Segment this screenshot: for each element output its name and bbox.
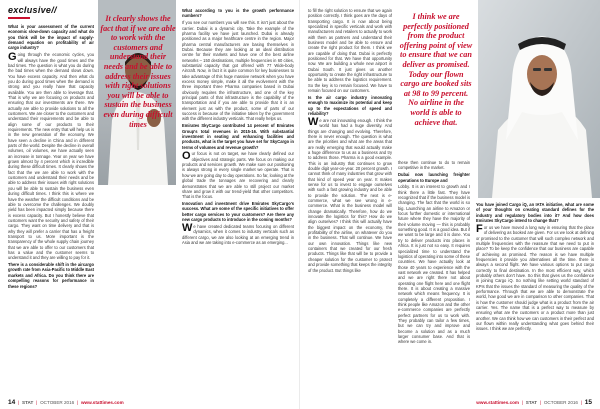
paragraph-text: You have joined Cargo iQ, an IATA initiative, what are some of your thoughts on creating standard defines for the industry and regulatory bodies into it? And how does Emirates SkyCargo intend to change that? <box>476 202 594 224</box>
separator: | <box>36 400 38 405</box>
answer-paragraph <box>398 160 470 171</box>
paragraph-text: to fill the right solution to ensure that we again position correctly. I think goes are the days of transporting cargo. It is now about being specialized in specific verticals and work with manufacturers and retailers to actually to work with them as partners and understand their business model and be able to ensure and create the right product for them. I think we are capable of doing that. Dubai is perfectly positioned for that. We have that opportunity now. We are building a whole new airport in Dubai South. It just gives us another opportunity to create the right infrastructure to be able to address the logistics requirement. So the key is to remain focused. We have to remain focused on our customers. <box>308 8 392 94</box>
paragraph-text: What according to you is the growth performance numbers? <box>182 8 294 19</box>
paragraph-text: ur focus is not on target, we have clearly defined our objectives and strategic parts. We focus on making our products and services growth. We make sure our positioning is always strong in every single market we operate. That is how we are going day to day operations. So far, looking at the global trade the tonnages are recovering and clearly demonstrates that we are able to still project our market share and grow it with our trend-yield that other competitors. That is the focus. <box>182 151 294 200</box>
question-paragraph <box>8 24 94 51</box>
drop-cap: O <box>182 149 191 162</box>
answer-paragraph <box>308 8 392 94</box>
article-column-1 <box>8 24 94 396</box>
separator: | <box>580 400 582 405</box>
separator: | <box>521 400 523 405</box>
paragraph-text: oing through the economic cycles, you will always have the good times and the bad times. The question is what you do during the bad times when the demand slows down. You have excess capacity. And then what do you do during good times when the demand is strong and you really have that capacity available. You are then able to leverage that. That is why we are focusing on products and ensuring that our investments are there. We actually are able to provide solutions to all the customers. We are closer to the customers and understand their requirements and be able to align some of our products to their requirements. The new entry that will help us is in the new generation of the economy. We have seen a decline in China and in different parts of the world. Despite the decline in overall volumes, oil volumes, we have actually seen an increase in tonnage. Year on year we have grown almost by 4 percent which is incredible during these difficult times. It clearly shows the fact that the we are able to work with the customers and understand their needs and be able to address their issues with right solutions you will be able to sustain the business even during difficult times. I think this is where we have the weather the difficult conditions and be able to overcome the challenges. We doubly yield has been impacted simply because there is excess capacity. But I honestly believe that customers want the security and safety of their cargo. They want on time delivery and that is why they will prefer a carrier that has a freight transport to us. More important is the transparency of the whole supply chain journey that we are able to offer to our customers that has a value and the customer seems to understand it and they are willing to pay for it. <box>8 52 94 261</box>
question-paragraph <box>182 123 294 150</box>
drop-cap: W <box>182 222 193 235</box>
paragraph-text: Innovation and investment drive Emirates SkyCargo's success. What are some of the specific initiatives to offer better cargo services to your customers? Are there any new cargo products to introduce in the coming months? <box>182 201 294 223</box>
article-column-2 <box>182 8 294 396</box>
article-column-5 <box>476 202 594 396</box>
paragraph-text: these then continue to do to remain competitive in the market. <box>398 160 470 171</box>
issue-date: OCTOBER 2016 <box>40 400 75 405</box>
magazine-name: STAT <box>525 400 538 405</box>
drop-cap: G <box>8 50 17 63</box>
separator: | <box>539 400 542 405</box>
pull-quote-right: I think we are perfectly positioned from the product offering point of view to ensure that we can deliver as promised. Today our flown cargo are booked sits at 98 to 99 percent. No airline in the world is able to achieve that. <box>399 12 473 127</box>
section-header: exclusive// <box>8 5 57 15</box>
magazine-name: STAT <box>22 400 34 405</box>
paragraph-text: If you see our numbers you will see this. It isn't just about the carrier. Dubai is a dynamic city. Take the example of the pharma facility we have just launched. Dubai is already positioned as a major healthcare centre in the region. Major pharma central manufacturers are basing themselves in Dubai. Because they are looking at an ideal distribution centre for their markets and have one of the best airline networks – 150 destinations, multiple frequencies in 60 cities, substantial capacity that got offered with 77 Wide-body Aircraft. Now, in fact it is quite common for key businesses to take advantage of this huge massive network when you have excess money simple, make it all the evolvement with the three important three Pharma companies based in Dubai obviously requires the infrastructure, and one of the key principal parts of that infrastructure is the capability of the transportation and if you are able to provide that it is an element just as with the product, some of parts of our success is because of the initiative taken by the government with the different industry verticals. That really helps us. <box>182 20 294 122</box>
website-link[interactable]: www.stattimes.com <box>476 400 520 405</box>
article-column-4 <box>398 160 470 396</box>
portrait-photo-right <box>478 0 600 198</box>
page-number: 14 <box>8 399 16 406</box>
paragraph-text: e are not innovating enough. I think the world has had a huge diversity. And things are changing and evolving. Therefore, there is never enough. The question is what are the priorities and what are the areas that are really emerging that would actually make a huge difference to us as a business and try to address those. Pharma is a good example. This is an industry that continues to grow double digit year-on-year. 20 percent growth. I cannot think of many industries that grow with that kind of speed year on year. It makes sense for us to invest to engage ourselves with such a fast growing industry and be able to provide the solution. The next is e-commerce, what we see wrong in e-commerce. What is the business model will change dramatically. Therefore, how do we innovate the logistics for this? How do we align ourselves? I think this will actually have the biggest impact on the economy, the profitability of the airline, on whatever do you in the business. That will continue. We have our own innovation. Things like new containers that we created for our fresh products. Things like that will be to provide a cheaper solution for the customer to protect and provide something that keeps the integrity of the product. But things like <box>308 117 392 273</box>
question-paragraph <box>8 262 94 289</box>
question-paragraph <box>182 8 294 19</box>
question-paragraph <box>398 172 470 183</box>
answer-paragraph <box>182 151 294 199</box>
drop-cap: F <box>476 223 483 236</box>
paragraph-text: Dubai now launching freighter operations to Europe and <box>398 172 470 183</box>
website-link[interactable]: www.stattimes.com <box>80 400 124 405</box>
paragraph-text: Lobby. It is an interest to growth and I think there a little fast. They have recognized that if the business model is changing. The fact that the world is so big. Launching an airline to Amazon or focus further domestic or international future where they have the majority of their volume moving — this is probably something good. It is a good idea. But if we want to be large and it is done. You try to deliver products into places in Africa. It is just not so easy. It requires specialized time to understand the logistics of operating into some of these countries. We have actually look at those 40 years to experience with the vast network we created. It has helped and we are right there not about operating one flight here and one flight there. It is about creating a massive network which means frequency. It is completely a different proposition. I think people like Amazon and the other e-commerce companies are perfectly perfect partners for us to work with. They probably can tailor a few times, but we can try and improve and become a solution and as a much larger consumer base. And that is where we come in. <box>398 184 470 345</box>
footer-left <box>8 399 124 406</box>
answer-paragraph <box>476 225 594 332</box>
right-page <box>300 0 600 409</box>
separator: | <box>18 400 20 405</box>
pull-quote-left: It clearly shows the fact that if we are able to work with the customers and understand their needs and be able to address their issues with right solutions you will be able to sustain the business even during difficult times <box>100 14 176 129</box>
page-number: 15 <box>584 399 592 406</box>
answer-paragraph <box>182 20 294 122</box>
paragraph-text: Is the air cargo industry innovating enough to maximize its potential and keep up to the expectations of speed and reliability? <box>308 95 392 117</box>
answer-paragraph <box>8 52 94 260</box>
answer-paragraph <box>398 184 470 344</box>
separator: | <box>77 400 79 405</box>
article-column-3 <box>308 8 392 396</box>
section-rule <box>8 17 30 19</box>
question-paragraph <box>182 201 294 222</box>
answer-paragraph <box>308 118 392 273</box>
question-paragraph <box>308 95 392 116</box>
answer-paragraph <box>182 224 294 245</box>
paragraph-text: or us we have moved a long way in ensuring that the place of delivering as booked are given. For us we look at defining or promised to the customer that will such complex network and multiple frequencies with the reassure that we need to put in place? To be keep the confidence that our business are capable of achieving as promised. The reason is we have multiple frequencies it provide you alternatives all the time. there is always a second flight. We have various options to put cargo correctly to final destination. In the most efficient way, which probably others don't have. So this that gives us the confidence in joining Cargo iQ. So nothing like setting world standard of KPIs that the issues the standard of measuring the quality of the performance. Through that we are able to demonstrate the world, how good we are in comparison to other companies. That is how the customer should judge what is a product from the air carrier. Yes. The name that is a perfect way to measure by ensuring what are the customers or a product more than just another. We can think how we can customers in their perfect and our flown within really understanding what goes behind their issues. I think we are perfectly. <box>476 224 594 332</box>
paragraph-text: e have created dedicated teams focusing on different dynamics, when it comes to industry verticals such as different cargo, we are also looking at an emerging trend in Asia and we are taking into e-commerce as an emerging... <box>182 223 294 245</box>
footer-right <box>476 399 592 406</box>
paragraph-text: Emirates SkyCargo contributed 14 percent of Emirates Group's total revenues in 2015-16. With substantial investment in seating and enhancing facilities and products, what is the target you have set for SkyCargo in terms of volumes and revenue growth? <box>182 123 294 150</box>
paragraph-text: What is your assessment of the current economic slow-down capacity and what do you think will be the impact of supply-demand equation on profitability of air cargo industry? <box>8 24 94 51</box>
question-paragraph <box>476 202 594 223</box>
drop-cap: W <box>308 116 319 129</box>
issue-date: OCTOBER 2016 <box>543 400 578 405</box>
paragraph-text: There is a considerable shift in the aircargo growth rate from Asia-Pacific to Middle East markets and Africa. Do you think there are compelling reasons for performance in these regions? <box>8 262 94 289</box>
